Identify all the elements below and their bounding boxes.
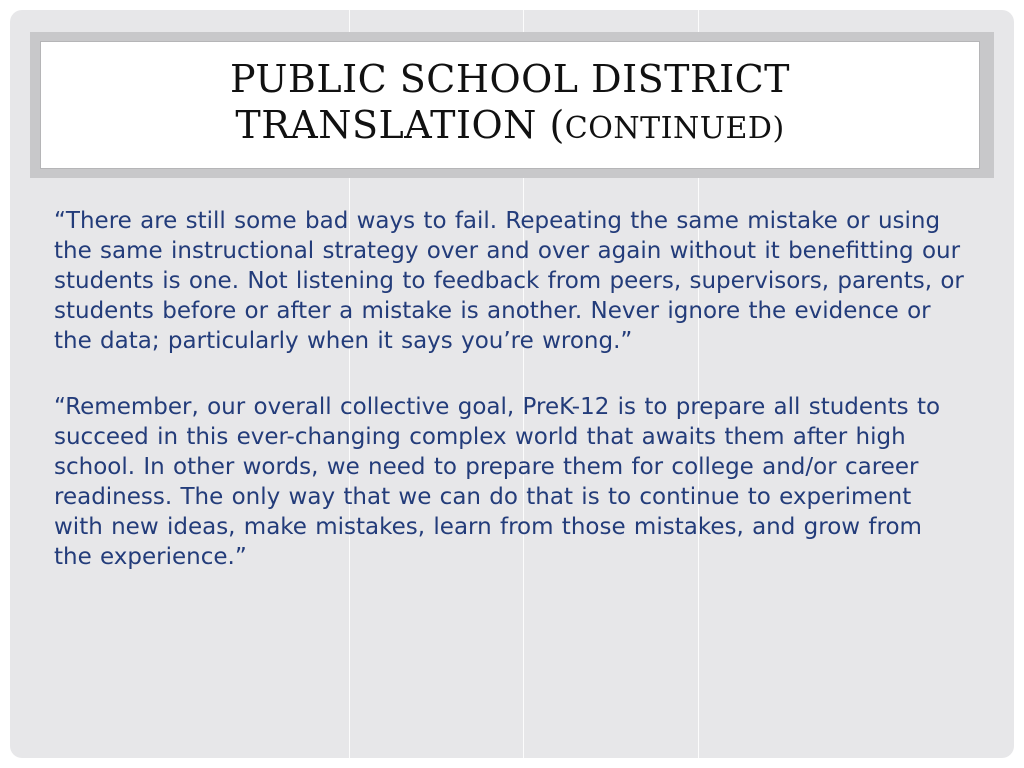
title-line-2 (41, 102, 979, 152)
quote-paragraph-1: “There are still some bad ways to fail. Repeating the same mistake or using the same instructional strategy over and over again without it benefitting our students is one. Not listening to feedback from peers, supervisors, parents, or students before or after a mistake is another. Never ignore the evidence or the data; particularly when it says you’re wrong.” (54, 208, 964, 354)
title-line-2-continued: CONTINUED) (564, 111, 785, 146)
slide (10, 10, 1014, 758)
title-frame (30, 32, 994, 178)
slide-title (41, 56, 979, 152)
quote-paragraph-2: “Remember, our overall collective goal, PreK-12 is to prepare all students to succeed in this ever-changing complex world that awaits them after high school. In other words, we need to prepare them for college and/or career readiness. The only way that we can do that is to continue to experiment with new ideas, make mistakes, learn from those mistakes, and grow from the experience.” (54, 394, 941, 570)
title-box (40, 41, 980, 169)
title-line-2-main: TRANSLATION ( (235, 103, 565, 147)
slide-body (54, 206, 966, 608)
title-line-1: PUBLIC SCHOOL DISTRICT (229, 57, 790, 101)
